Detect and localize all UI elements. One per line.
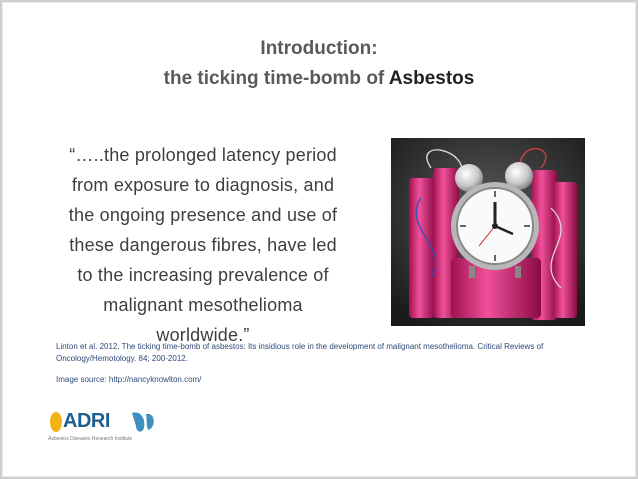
quote-line: “…..the prolonged latency period <box>69 145 337 165</box>
logo-text: ADRI <box>63 410 110 432</box>
citation-text: Linton et al. 2012. The ticking time-bomb of asbestos: Its insidious role in the development of malignant mesothelioma. Critical Reviews of Oncology/Hemotology. 84; 200-2012. <box>56 342 544 363</box>
slide-title <box>0 34 638 94</box>
quote-line: worldwide.” <box>156 325 250 345</box>
image-source-text: Image source: http://nancyknowlton.com/ <box>56 375 202 384</box>
quote-block <box>56 140 350 350</box>
title-line-2-text: the ticking time-bomb of <box>163 68 389 89</box>
quote-line: these dangerous fibres, have led <box>69 235 337 255</box>
quote-line: from exposure to diagnosis, and <box>71 175 335 195</box>
quote-line: malignant mesothelioma <box>103 295 303 315</box>
quote-line: to the increasing prevalence of <box>77 265 329 285</box>
alarm-clock-dynamite-icon <box>391 138 585 326</box>
quote-line: the ongoing presence and use of <box>68 205 338 225</box>
title-line-1: Introduction: <box>260 38 378 59</box>
title-accent-word: Asbestos <box>388 68 475 89</box>
time-bomb-image <box>391 138 585 326</box>
adri-logo <box>48 410 158 446</box>
logo-subtitle: Asbestos Diseases Research Institute <box>48 436 133 442</box>
title-line-2 <box>0 64 638 94</box>
